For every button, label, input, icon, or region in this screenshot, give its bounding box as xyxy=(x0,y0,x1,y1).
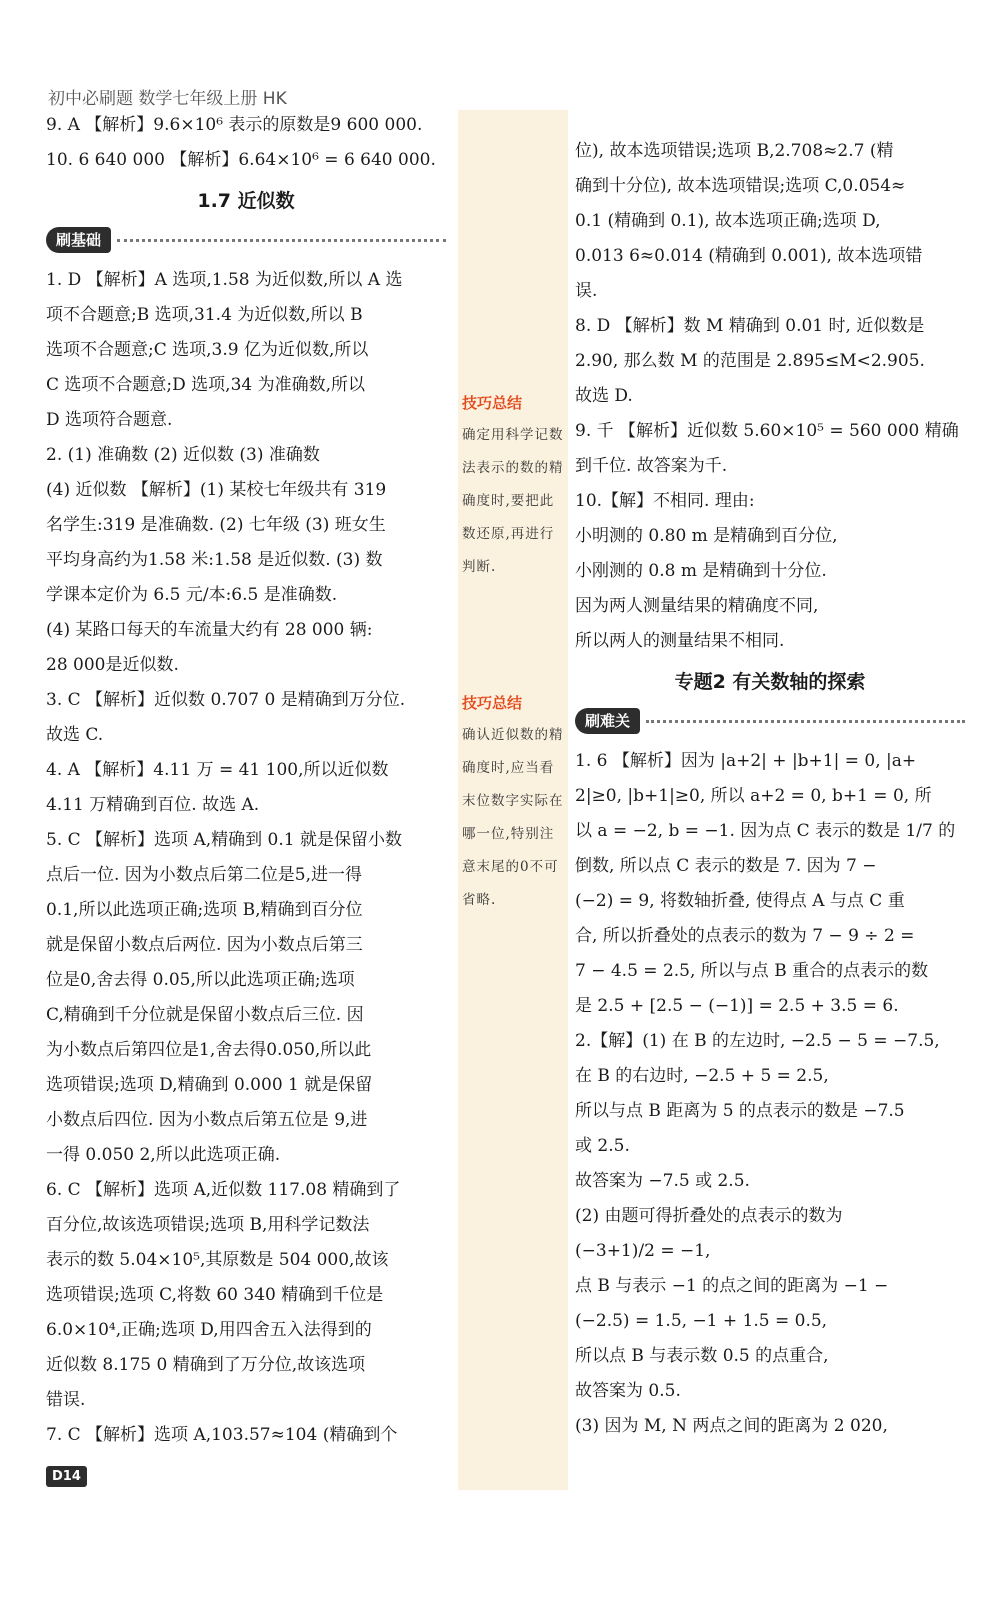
text-line: (−2.5) = 1.5, −1 + 1.5 = 0.5, xyxy=(575,1311,828,1331)
tip-heading: 技巧总结 xyxy=(462,694,523,712)
right-column xyxy=(575,134,965,1444)
text-line: C,精确到千分位就是保留小数点后三位. 因 xyxy=(46,1005,364,1025)
text-line: 3. C 【解析】近似数 0.707 0 是精确到万分位. xyxy=(46,690,406,710)
answer-line: 10. 6 640 000 【解析】6.64×10⁶ = 6 640 000. xyxy=(46,150,436,170)
text-line: 位是0,舍去得 0.05,所以此选项正确;选项 xyxy=(46,970,355,990)
left-answer-lines xyxy=(46,263,446,1453)
banner-badge: 刷基础 xyxy=(46,227,111,253)
page-header: 初中必刷题 数学七年级上册 HK xyxy=(48,89,287,109)
page-number: D14 xyxy=(46,1466,87,1487)
text-line: 错误. xyxy=(46,1390,86,1410)
text-line: (3) 因为 M, N 两点之间的距离为 2 020, xyxy=(575,1416,888,1436)
text-line: 2|≥0, |b+1|≥0, 所以 a+2 = 0, b+1 = 0, 所 xyxy=(575,786,932,806)
text-line: 8. D 【解析】数 M 精确到 0.01 时, 近似数是 xyxy=(575,316,925,336)
section-banner xyxy=(46,227,446,253)
text-line: 7. C 【解析】选项 A,103.57≈104 (精确到个 xyxy=(46,1425,398,1445)
text-line: 0.1 (精确到 0.1), 故本选项正确;选项 D, xyxy=(575,211,881,231)
text-line: 在 B 的右边时, −2.5 + 5 = 2.5, xyxy=(575,1066,829,1086)
text-line: 或 2.5. xyxy=(575,1136,630,1156)
text-line: (4) 某路口每天的车流量大约有 28 000 辆: xyxy=(46,620,373,640)
text-line: 2.90, 那么数 M 的范围是 2.895≤M<2.905. xyxy=(575,351,925,371)
text-line: 4.11 万精确到百位. 故选 A. xyxy=(46,795,260,815)
text-line: 位), 故本选项错误;选项 B,2.708≈2.7 (精 xyxy=(575,141,894,161)
text-line: 以 a = −2, b = −1. 因为点 C 表示的数是 1/7 的 xyxy=(575,821,956,841)
text-line: 6.0×10⁴,正确;选项 D,用四舍五入法得到的 xyxy=(46,1320,372,1340)
text-line: 故答案为 0.5. xyxy=(575,1381,681,1401)
section-title: 专题2 有关数轴的探索 xyxy=(674,671,866,693)
tip-text: 确认近似数的精确度时,应当看末位数字实际在哪一位,特别注意末尾的0不可省略. xyxy=(462,727,564,908)
text-line: 28 000是近似数. xyxy=(46,655,179,675)
text-line: 选项错误;选项 C,将数 60 340 精确到千位是 xyxy=(46,1285,384,1305)
text-line: 7 − 4.5 = 2.5, 所以与点 B 重合的点表示的数 xyxy=(575,961,929,981)
text-line: 误. xyxy=(575,281,598,301)
text-line: 小刚测的 0.8 m 是精确到十分位. xyxy=(575,561,827,581)
text-line: 选项不合题意;C 选项,3.9 亿为近似数,所以 xyxy=(46,340,369,360)
text-line: 所以两人的测量结果不相同. xyxy=(575,631,785,651)
banner-dotted-rule xyxy=(646,720,965,723)
text-line: 确到十分位), 故本选项错误;选项 C,0.054≈ xyxy=(575,176,906,196)
text-line: 故答案为 −7.5 或 2.5. xyxy=(575,1171,750,1191)
text-line: 学课本定价为 6.5 元/本:6.5 是准确数. xyxy=(46,585,338,605)
text-line: 4. A 【解析】4.11 万 = 41 100,所以近似数 xyxy=(46,760,389,780)
section-banner xyxy=(575,708,965,734)
text-line: 0.013 6≈0.014 (精确到 0.001), 故本选项错 xyxy=(575,246,923,266)
text-line: 0.1,所以此选项正确;选项 B,精确到百分位 xyxy=(46,900,363,920)
text-line: (2) 由题可得折叠处的点表示的数为 xyxy=(575,1206,843,1226)
banner-dotted-rule xyxy=(117,239,446,242)
text-line: 5. C 【解析】选项 A,精确到 0.1 就是保留小数 xyxy=(46,830,402,850)
text-line: 百分位,故该选项错误;选项 B,用科学记数法 xyxy=(46,1215,370,1235)
text-line: 表示的数 5.04×10⁵,其原数是 504 000,故该 xyxy=(46,1250,389,1270)
text-line: 因为两人测量结果的精确度不同, xyxy=(575,596,819,616)
text-line: 平均身高约为1.58 米:1.58 是近似数. (3) 数 xyxy=(46,550,383,570)
text-line: 就是保留小数点后两位. 因为小数点后第三 xyxy=(46,935,363,955)
text-line: C 选项不合题意;D 选项,34 为准确数,所以 xyxy=(46,375,366,395)
text-line: (−3+1)/2 = −1, xyxy=(575,1241,711,1261)
text-line: 1. 6 【解析】因为 |a+2| + |b+1| = 0, |a+ xyxy=(575,751,917,771)
text-line: D 选项符合题意. xyxy=(46,410,173,430)
text-line: 一得 0.050 2,所以此选项正确. xyxy=(46,1145,281,1165)
answer-line: 9. A 【解析】9.6×10⁶ 表示的原数是9 600 000. xyxy=(46,115,423,135)
text-line: 合, 所以折叠处的点表示的数为 7 − 9 ÷ 2 = xyxy=(575,926,915,946)
text-line: 2. (1) 准确数 (2) 近似数 (3) 准确数 xyxy=(46,445,320,465)
text-line: 倒数, 所以点 C 表示的数是 7. 因为 7 − xyxy=(575,856,877,876)
left-column xyxy=(46,108,446,1453)
text-line: 9. 千 【解析】近似数 5.60×10⁵ = 560 000 精确 xyxy=(575,421,959,441)
text-line: 项不合题意;B 选项,31.4 为近似数,所以 B xyxy=(46,305,363,325)
tip-box-2 xyxy=(462,692,564,917)
section-title: 1.7 近似数 xyxy=(197,190,295,212)
text-line: 点后一位. 因为小数点后第二位是5,进一得 xyxy=(46,865,363,885)
text-line: 2.【解】(1) 在 B 的左边时, −2.5 − 5 = −7.5, xyxy=(575,1031,940,1051)
text-line: 名学生:319 是准确数. (2) 七年级 (3) 班女生 xyxy=(46,515,386,535)
banner-badge: 刷难关 xyxy=(575,708,640,734)
text-line: 点 B 与表示 −1 的点之间的距离为 −1 − xyxy=(575,1276,889,1296)
text-line: 6. C 【解析】选项 A,近似数 117.08 精确到了 xyxy=(46,1180,401,1200)
tip-heading: 技巧总结 xyxy=(462,394,523,412)
tip-box-1 xyxy=(462,392,564,584)
text-line: 10.【解】不相同. 理由: xyxy=(575,491,755,511)
tip-text: 确定用科学记数法表示的数的精确度时,要把此数还原,再进行判断. xyxy=(462,427,564,575)
text-line: (4) 近似数 【解析】(1) 某校七年级共有 319 xyxy=(46,480,387,500)
text-line: 小数点后四位. 因为小数点后第五位是 9,进 xyxy=(46,1110,368,1130)
text-line: 所以与点 B 距离为 5 的点表示的数是 −7.5 xyxy=(575,1101,905,1121)
text-line: 小明测的 0.80 m 是精确到百分位, xyxy=(575,526,838,546)
right-answer-lines-b xyxy=(575,744,965,1444)
text-line: 近似数 8.175 0 精确到了万分位,故该选项 xyxy=(46,1355,366,1375)
text-line: 故选 C. xyxy=(46,725,104,745)
text-line: 选项错误;选项 D,精确到 0.000 1 就是保留 xyxy=(46,1075,373,1095)
text-line: 为小数点后第四位是1,舍去得0.050,所以此 xyxy=(46,1040,372,1060)
right-answer-lines-a xyxy=(575,134,965,659)
text-line: 1. D 【解析】A 选项,1.58 为近似数,所以 A 选 xyxy=(46,270,403,290)
text-line: 到千位. 故答案为千. xyxy=(575,456,728,476)
text-line: 故选 D. xyxy=(575,386,633,406)
text-line: (−2) = 9, 将数轴折叠, 使得点 A 与点 C 重 xyxy=(575,891,905,911)
text-line: 所以点 B 与表示数 0.5 的点重合, xyxy=(575,1346,829,1366)
text-line: 是 2.5 + [2.5 − (−1)] = 2.5 + 3.5 = 6. xyxy=(575,996,899,1016)
